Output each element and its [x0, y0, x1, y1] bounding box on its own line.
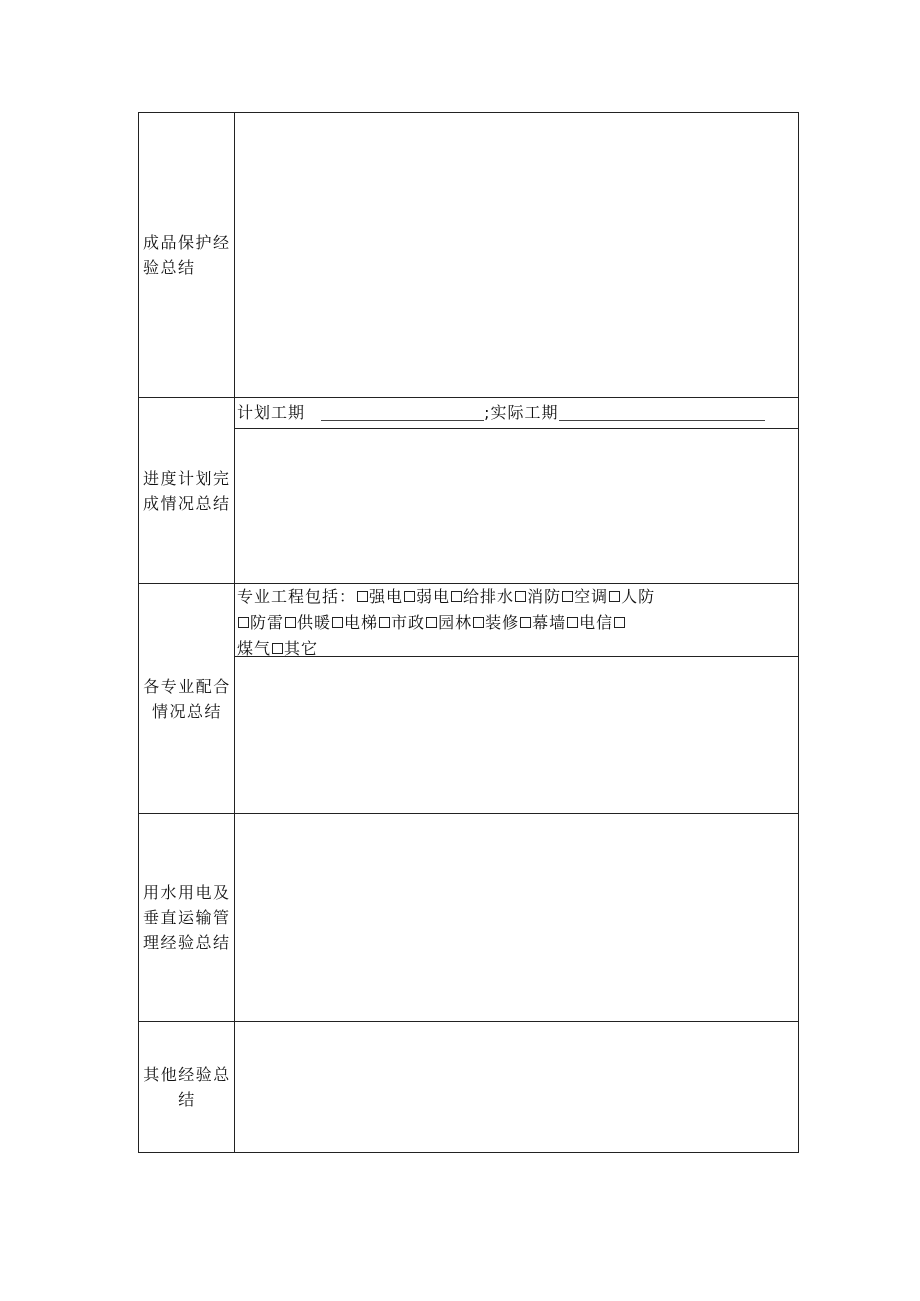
- checkbox[interactable]: [332, 617, 343, 628]
- option-label: 电梯: [344, 613, 379, 632]
- checkbox[interactable]: [404, 591, 415, 602]
- checkbox[interactable]: [473, 617, 484, 628]
- option-label: 装修: [485, 613, 520, 632]
- label-cell: [139, 398, 235, 583]
- label-cell: [139, 1022, 235, 1152]
- row-label: 其他经验总结: [143, 1065, 231, 1109]
- option-label: 空调: [574, 587, 609, 606]
- utilities-summary-field[interactable]: [235, 814, 798, 1021]
- checkbox[interactable]: [451, 591, 462, 602]
- trades-line-1: [237, 584, 798, 610]
- planned-period-blank[interactable]: [321, 402, 484, 421]
- row-label: 各专业配合情况总结: [143, 676, 231, 721]
- label-cell: [139, 113, 235, 397]
- schedule-content: [235, 398, 798, 583]
- checkbox[interactable]: [567, 617, 578, 628]
- row-label: 用水用电及垂直运输管理经验总结: [143, 883, 231, 952]
- checkbox[interactable]: [426, 617, 437, 628]
- option-label: 给排水: [463, 587, 515, 606]
- option-label: 园林: [438, 613, 473, 632]
- row-utilities-vertical-transport: [139, 814, 798, 1022]
- checkbox[interactable]: [379, 617, 390, 628]
- label-cell: [139, 814, 235, 1021]
- option-label: 供暖: [297, 613, 332, 632]
- row-label: 进度计划完成情况总结: [143, 468, 231, 513]
- checkbox[interactable]: [614, 617, 625, 628]
- actual-period-blank[interactable]: [559, 402, 765, 421]
- row-other-experience: [139, 1022, 798, 1152]
- summary-form-table: [138, 112, 799, 1153]
- planned-period-label: 计划工期: [237, 403, 306, 422]
- option-label: 消防: [527, 587, 562, 606]
- trades-intro: 专业工程包括：: [237, 587, 357, 606]
- option-label: 防雷: [250, 613, 285, 632]
- finished-product-protection-field[interactable]: [235, 113, 798, 397]
- row-label: 成品保护经验总结: [143, 233, 231, 277]
- option-label: 幕墙: [532, 613, 567, 632]
- checkbox[interactable]: [609, 591, 620, 602]
- other-summary-field[interactable]: [235, 1022, 798, 1152]
- label-cell: [139, 584, 235, 813]
- trades-header: [235, 584, 798, 657]
- checkbox[interactable]: [238, 617, 249, 628]
- coordination-summary-field[interactable]: [235, 657, 798, 813]
- checkbox[interactable]: [520, 617, 531, 628]
- row-finished-product-protection: [139, 113, 798, 398]
- checkbox[interactable]: [272, 643, 283, 654]
- schedule-summary-field[interactable]: [235, 429, 798, 583]
- row-schedule-completion: [139, 398, 798, 584]
- row-trade-coordination: [139, 584, 798, 814]
- option-label: 电信: [579, 613, 614, 632]
- checkbox[interactable]: [357, 591, 368, 602]
- option-label: 强电: [369, 587, 404, 606]
- separator: ;: [484, 403, 491, 422]
- coordination-content: [235, 584, 798, 813]
- option-label: 市政: [391, 613, 426, 632]
- trades-line-2: [237, 610, 798, 636]
- option-label: 弱电: [416, 587, 451, 606]
- actual-period-label: 实际工期: [490, 403, 559, 422]
- checkbox[interactable]: [285, 617, 296, 628]
- checkbox[interactable]: [562, 591, 573, 602]
- checkbox[interactable]: [515, 591, 526, 602]
- option-label: 煤气: [237, 639, 272, 658]
- schedule-header: [235, 398, 798, 429]
- option-label: 其它: [284, 639, 319, 658]
- option-label: 人防: [621, 587, 656, 606]
